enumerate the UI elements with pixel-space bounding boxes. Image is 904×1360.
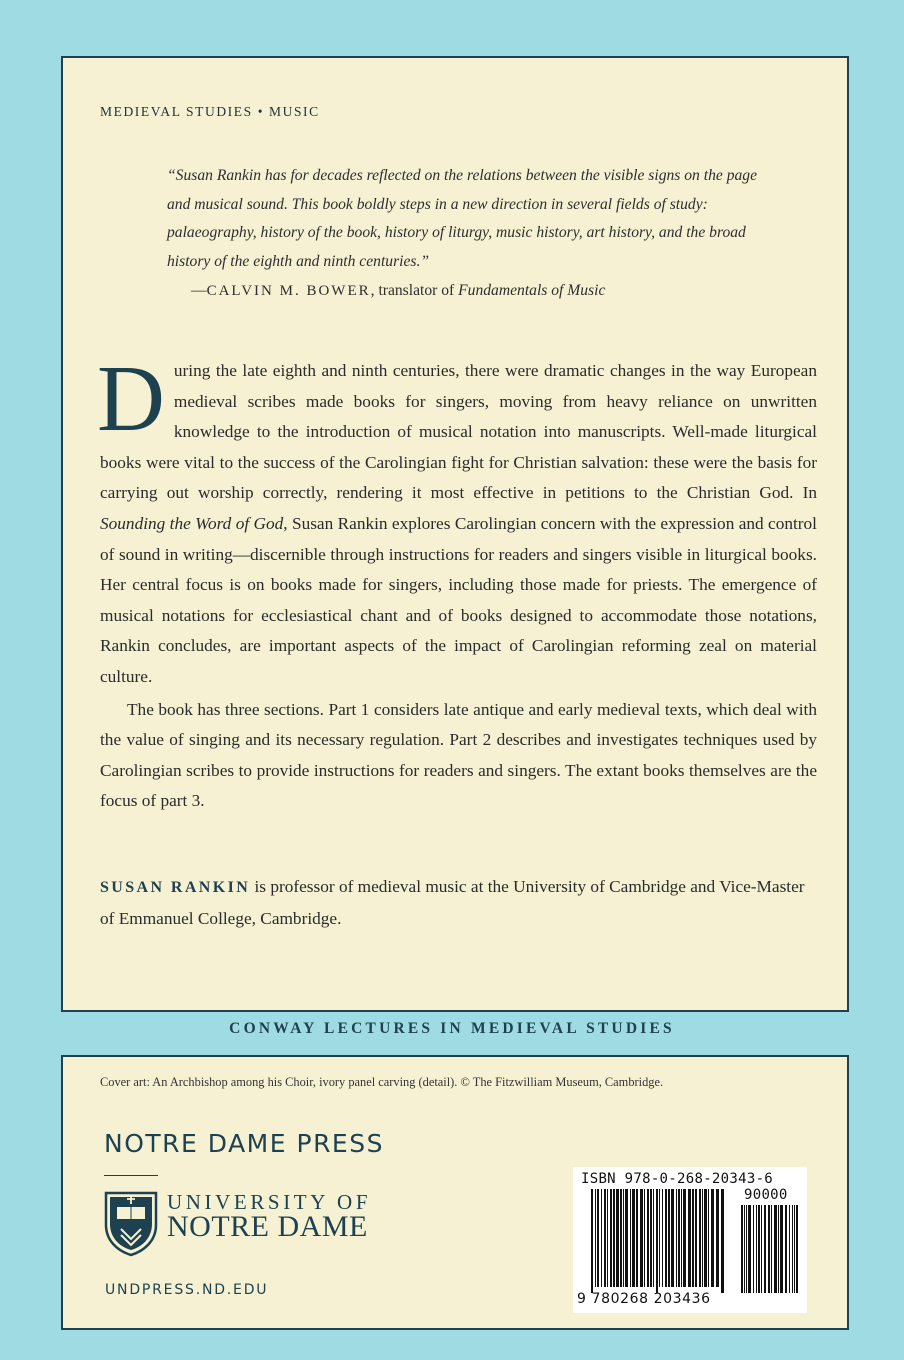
endorsement-quote: “Susan Rankin has for decades reflected on the relations between the visible signs on the page and musical sound. This book boldly steps in a new direction in several fields of study: palaeography, history of the book, history of liturgy, music history, art history, and the broad history of the eighth and ninth centuries.” [167,167,758,270]
endorser-name: CALVIN M. BOWER [206,283,371,299]
press-name: NOTRE DAME PRESS [104,1129,384,1158]
category-label: MEDIEVAL STUDIES • MUSIC [100,104,320,119]
description-paragraph-1 [97,347,817,693]
author-bio-text: is professor of medieval music at the University of Cambridge and Vice-Master of Emmanuel College, Cambridge. [100,877,805,928]
cover-art-credit: Cover art: An Archbishop among his Choir, ivory panel carving (detail). © The Fitzwilliam Museum, Cambridge. [100,1075,664,1089]
para1-text-start: uring the late eighth and ninth centuries, there were dramatic changes in the way European medieval scribes made books for singers, moving from heavy reliance on unwritten knowledge to the introduction of musical notation into manuscripts. Well-made liturgical books were vital to the success of the Carolingian fight for Christian salvation: these were the basis for carrying out worship correctly, rendering it most effective in petitions to the Christian God. In [100,361,817,503]
book-description [97,347,817,817]
drop-cap: D [97,347,165,451]
description-paragraph-2: The book has three sections. Part 1 considers late antique and early medieval texts, which deal with the value of singing and its necessary regulation. Part 2 describes and investigates techniques used by Carolingian scribes to provide instructions for readers and singers. The extant books themselves are the focus of part 3. [100,699,817,811]
isbn-label: ISBN 978-0-268-20343-6 [581,1171,774,1187]
isbn-barcode [573,1167,807,1313]
price-code: 90000 [744,1187,788,1203]
author-name: SUSAN RANKIN [100,879,251,896]
divider [104,1175,158,1176]
book-title-inline: Sounding the Word of God [100,513,284,533]
university-shield-icon [104,1191,158,1257]
endorsement-attribution [191,282,605,300]
para1-text-end: , Susan Rankin explores Carolingian concern with the expression and control of sound in writing—discernible through instructions for readers and singers visible in liturgical books. Her central focus is on books made for singers, including those made for priests. The emergence of musical notations for ecclesiastical chant and of books designed to accommodate those notations, Rankin concludes, are important aspects of the impact of Carolingian reforming zeal on material culture. [100,513,817,686]
series-title: CONWAY LECTURES IN MEDIEVAL STUDIES [229,1020,675,1037]
main-panel [61,56,849,1012]
endorser-role: , translator of [370,282,459,299]
barcode-digits: 9 780268 203436 [577,1291,711,1307]
university-name-line2: NOTRE DAME [167,1210,368,1243]
press-url: UNDPRESS.ND.EDU [105,1282,269,1298]
attribution-dash: — [191,282,207,299]
endorser-work-title: Fundamentals of Music [458,282,606,299]
university-name-line1: UNIVERSITY OF [167,1190,372,1214]
author-bio [100,872,817,934]
